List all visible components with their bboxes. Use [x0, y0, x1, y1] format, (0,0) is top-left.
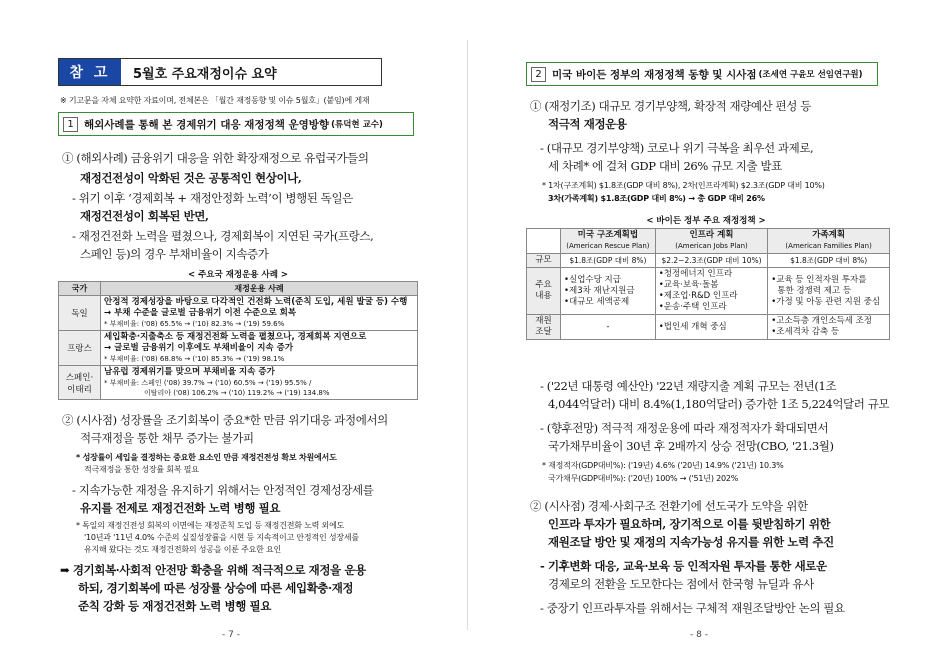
table-cell: $1.8조(GDP 대비 8%): [768, 254, 890, 268]
para1-bullet1-line1: - 위기 이후 ‘경제회복 + 재정안정화 노력’이 병행된 독일은: [72, 191, 353, 205]
table-header-row: [59, 282, 418, 296]
section-number: 1: [63, 117, 78, 132]
table-header-empty: [527, 229, 561, 254]
table-cell: [655, 268, 767, 315]
table-header: 재정운용 사례: [101, 282, 418, 296]
r-para1-line2: 적극적 재정운용: [548, 117, 627, 131]
section-author: (류덕현 교수): [331, 120, 383, 130]
country-cell: 스페인· 이태리: [59, 366, 101, 400]
section-2-heading: [526, 62, 878, 86]
para2-note1-line2: 적극재정을 통한 성장률 회복 필요: [84, 465, 199, 474]
table-header: [561, 229, 656, 254]
conclusion-line3: 준칙 강화 등 재정건전화 노력 병행 필요: [78, 599, 271, 613]
cell-line: •교육 등 인적자원 투자를: [771, 274, 867, 285]
case-cell: [101, 366, 418, 400]
cell-line: •교육·보육·돌봄: [658, 280, 719, 290]
r-para3-line1: ② (시사점) 경제·사회구조 전환기에 선도국가 도약을 위한: [530, 499, 808, 513]
header-en: (American Jobs Plan): [675, 242, 748, 250]
row-label: 주요 내용: [527, 268, 561, 315]
para2-bullet1-line2: 유지를 전제로 재정건전화 노력 병행 필요: [80, 501, 281, 515]
case-cell: [101, 296, 418, 331]
page-number: - 7 -: [222, 630, 240, 640]
section-number: 2: [531, 67, 546, 82]
cell-line: •제조업·R&D 인프라: [658, 291, 738, 301]
page-number: - 8 -: [690, 630, 708, 640]
conclusion-line2: 하되, 경기회복에 따른 성장률 상승에 따른 세입확충·재정: [78, 581, 354, 595]
r-para2-bullet1-line1: - ('22년 대통령 예산안) '22년 재량지출 계획 규모는 전년(1조: [540, 379, 837, 393]
table-cell: $1.8조(GDP 대비 8%): [561, 254, 656, 268]
table-header: 국가: [59, 282, 101, 296]
section-title: 해외사례를 통해 본 경제위기 대응 재정정책 운영방향: [84, 118, 330, 131]
para2-line2: 적극재정을 통한 채무 증가는 불가피: [80, 431, 254, 445]
table-row: [59, 366, 418, 400]
case-line: 세입확충·지출축소 등 재정건전화 노력을 펼쳤으나, 경제회복 지연으로: [104, 332, 367, 342]
cell-line: •대규모 세액공제: [564, 296, 630, 307]
table1-caption: < 주요국 재정운용 사례 >: [188, 270, 288, 280]
reference-tag: 참 고: [59, 59, 121, 85]
r-para2-note2: 국가채무(GDP대비%): ('20년) 100% → ('51년) 202%: [548, 474, 739, 483]
r-para3-bullet2-line1: - 중장기 인프라투자를 위해서는 구체적 재원조달방안 논의 필요: [540, 601, 845, 615]
table-row: [527, 254, 890, 268]
case-note: * 부채비율: ('08) 68.8% → ('10) 85.3% → ('19) 98.1%: [104, 355, 285, 363]
r-para1-note-line2: 3차(가족계획) $1.8조(GDP 대비 8%) → 총 GDP 대비 26%: [548, 194, 765, 203]
row-label: 규모: [527, 254, 561, 268]
table-cell: [768, 268, 890, 315]
para1-bullet2-line2: 스페인 등)의 경우 부채비율이 지속증가: [80, 247, 269, 261]
r-para2-bullet2-line1: - (향후전망) 적극적 재정운용에 따라 재정적자가 확대되면서: [540, 421, 829, 435]
reference-header: [58, 58, 382, 86]
table-cell: -: [561, 315, 656, 340]
r-para3-bullet1-line1: - 기후변화 대응, 교육·보육 등 인적자원 투자를 통한 새로운: [540, 559, 827, 573]
cell-line: •제3차 재난지원금: [564, 285, 635, 296]
section-author: (조세연 구윤모 선임연구원): [758, 70, 863, 80]
r-para1-line1: ① (재정기조) 대규모 경기부양책, 확장적 재량예산 편성 등: [530, 99, 811, 113]
cell-line: •실업수당 지급: [564, 274, 621, 285]
r-para3-line3: 재원조달 방안 및 재정의 지속가능성 유지를 위한 노력 추진: [548, 535, 834, 549]
section-title: 미국 바이든 정부의 재정정책 동향 및 시사점: [552, 68, 757, 81]
cell-line: 통한 경쟁력 제고 등: [777, 285, 852, 296]
r-para1-bullet1-line1: - (대규모 경기부양책) 코로나 위기 극복을 최우선 과제로,: [540, 141, 814, 155]
country-cell: 프랑스: [59, 331, 101, 366]
case-note: * 부채비율: 스페인 ('08) 39.7% → ('10) 60.5% → ('19) 95.5% /: [104, 379, 312, 387]
table-header: [768, 229, 890, 254]
header-ko: 가족계획: [812, 230, 846, 240]
r-para2-bullet2-line2: 국가채무비율이 30년 후 2배까지 상승 전망(CBO, '21.3월): [548, 439, 834, 453]
country-cell: 독일: [59, 296, 101, 331]
cell-line: •운송·주택 인프라: [658, 302, 727, 312]
para1-bullet1-line2: 재정건전성이 회복된 반면,: [80, 209, 209, 223]
table-row: [59, 296, 418, 331]
cell-line: •청정에너지 인프라: [658, 269, 733, 279]
table-cell: [768, 315, 890, 340]
cell-line: •가정 및 아동 관련 지원 중심: [771, 296, 881, 307]
r-para1-note-line1: * 1차(구조계획) $1.8조(GDP 대비 8%), 2차(인프라계획) $2.3조(GDP 대비 10%): [542, 181, 825, 190]
r-para2-bullet1-line2: 4,044억달러) 대비 8.4%(1,180억달러) 증가한 1조 5,224억달러 규모: [548, 397, 890, 411]
case-note: * 부채비율: ('08) 65.5% → ('10) 82.3% → ('19) 59.6%: [104, 320, 285, 328]
para2-note2-line1: * 독일의 재정건전성 회복의 이면에는 재정준칙 도입 등 재정건전화 노력 외에도: [76, 521, 345, 530]
table-row: [59, 331, 418, 366]
table-row: [527, 268, 890, 315]
cell-line: •조세격차 감축 등: [771, 327, 840, 337]
para1-line1: ① (해외사례) 금융위기 대응을 위한 확장재정으로 유럽국가들의: [62, 151, 369, 165]
header-ko: 미국 구조계획법: [577, 230, 639, 240]
para1-line2: 재정건전성이 악화된 것은 공통적인 현상이나,: [80, 171, 302, 185]
case-line: 안정적 경제성장을 바탕으로 다각적인 건전화 노력(준칙 도입, 세원 발굴 등) 수행: [104, 297, 408, 307]
para2-note2-line2: '10년과 '11년 4.0% 수준의 실질성장률을 시현 등 지속적이고 안정적인 성장세를: [84, 533, 359, 542]
case-cell: [101, 331, 418, 366]
conclusion-line1: ➡ 경기회복·사회적 안전망 확충을 위해 적극적으로 재정을 운용: [60, 563, 366, 577]
case-line: 남유럽 경제위기를 맞으며 부채비율 지속 증가: [104, 367, 275, 377]
table-row: [527, 315, 890, 340]
para2-bullet1-line1: - 지속가능한 재정을 유지하기 위해서는 안정적인 경제성장세를: [72, 483, 374, 497]
header-ko: 인프라 계획: [689, 230, 734, 240]
page-8: [468, 0, 936, 662]
r-para3-bullet1-line2: 경제로의 전환을 도모한다는 점에서 한국형 뉴딜과 유사: [548, 577, 814, 591]
para2-line1: ② (시사점) 성장률을 조기회복이 중요*한 만큼 위기대응 과정에서의: [62, 413, 388, 427]
table-cell: •법인세 개혁 중심: [655, 315, 767, 340]
case-line: → 글로벌 금융위기 이후에도 부채비율이 지속 증가: [104, 343, 294, 353]
para1-bullet2-line1: - 재정건전화 노력을 펼쳤으나, 경제회복이 지연된 국가(프랑스,: [72, 229, 374, 243]
table-header-row: [527, 229, 890, 254]
table-header: [655, 229, 767, 254]
para2-note1-line1: * 성장률이 세입을 결정하는 중요한 요소인 만큼 재정건전성 확보 차원에서도: [76, 453, 337, 462]
source-note: ※ 기고문을 자체 요약한 자료이며, 전체본은 「월간 재정동향 및 이슈 5월호」(붙임)에 게재: [60, 96, 370, 105]
case-line: → 부채 수준을 글로벌 금융위기 이전 수준으로 회복: [104, 308, 297, 318]
r-para3-line2: 인프라 투자가 필요하며, 장기적으로 이를 뒷받침하기 위한: [548, 517, 831, 531]
header-en: (American Families Plan): [785, 242, 872, 250]
case-note: 이탈리아 ('08) 106.2% → ('10) 119.2% → ('19) 134.8%: [144, 389, 330, 397]
table2-caption: < 바이든 정부 주요 재정정책 >: [646, 216, 766, 226]
header-en: (American Rescue Plan): [566, 242, 650, 250]
section-1-heading: [58, 112, 414, 136]
table-cell: [561, 268, 656, 315]
cell-line: •고소득층 개인소득세 조정: [771, 316, 872, 326]
biden-policy-table: [526, 228, 890, 340]
country-cases-table: [58, 281, 418, 400]
page-title: 5월호 주요재정이슈 요약: [133, 66, 277, 82]
r-para1-bullet1-line2: 세 차례* 에 걸쳐 GDP 대비 26% 규모 지출 발표: [548, 159, 782, 173]
r-para2-note1: * 재정적자(GDP대비%): ('19년) 4.6% ('20년) 14.9% ('21년) 10.3%: [542, 461, 784, 470]
row-label: 재원 조달: [527, 315, 561, 340]
table-cell: $2.2~2.3조(GDP 대비 10%): [655, 254, 767, 268]
para2-note2-line3: 유지해 왔다는 것도 재정건전화의 성공을 이룬 주요한 요인: [84, 545, 282, 554]
